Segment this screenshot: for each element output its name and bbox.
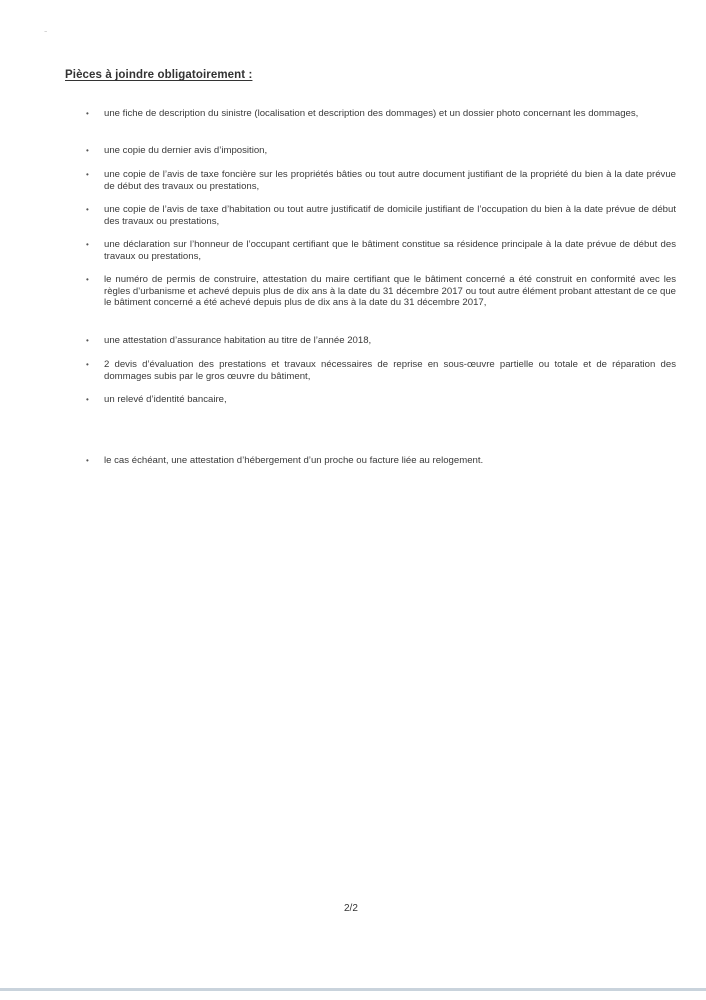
bullet-icon: • [86, 109, 89, 118]
list-item-text: un relevé d’identité bancaire, [104, 394, 227, 405]
list-item-text: le cas échéant, une attestation d’hébergement d’un proche ou facture liée au relogement. [104, 455, 484, 466]
list-item [86, 359, 676, 382]
list-item-text: une fiche de description du sinistre (localisation et description des dommages) et un dossier photo concernant les dommages, [104, 108, 639, 119]
list-item [86, 204, 676, 227]
bullet-icon: • [86, 240, 89, 249]
list-item-text: une déclaration sur l’honneur de l’occupant certifiant que le bâtiment constitue sa résidence principale à la date prévue de début des travaux ou prestations, [104, 239, 676, 262]
list-item-text: une copie du dernier avis d’imposition, [104, 145, 268, 156]
bullet-icon: • [86, 205, 89, 214]
list-item [86, 239, 676, 262]
list-item-text: une copie de l’avis de taxe d’habitation ou tout autre justificatif de domicile justifiant de l’occupation du bien à la date prévue de début des travaux ou prestations, [104, 204, 676, 227]
list-item-text: le numéro de permis de construire, attestation du maire certifiant que le bâtiment concerné a été construit en conformité avec les règles d’urbanisme et achevé depuis plus de dix ans à la date du 31 décembre 2017 ou tout autre élément probant attestant de ce que le bâtiment concerné a été achevé depuis plus de dix ans à la date du 31 décembre 2017, [104, 274, 676, 309]
page-number: 2/2 [344, 903, 358, 914]
list-item [86, 455, 676, 467]
list-item [86, 145, 676, 157]
list-item [86, 169, 676, 192]
bullet-icon: • [86, 456, 89, 465]
list-item-text: 2 devis d’évaluation des prestations et travaux nécessaires de reprise en sous-œuvre partielle ou totale et de réparation des dommages subis par le gros œuvre du bâtiment, [104, 359, 676, 382]
scan-bottom-edge [0, 988, 706, 991]
bullet-icon: • [86, 336, 89, 345]
list-item [86, 335, 676, 347]
section-heading: Pièces à joindre obligatoirement : [65, 69, 253, 81]
bullet-icon: • [86, 170, 89, 179]
bullet-icon: • [86, 395, 89, 404]
list-item [86, 108, 676, 120]
list-item-text: une copie de l’avis de taxe foncière sur les propriétés bâties ou tout autre document justifiant de la propriété du bien à la date prévue de début des travaux ou prestations, [104, 169, 676, 192]
bullet-icon: • [86, 360, 89, 369]
list-item [86, 394, 676, 406]
bullet-icon: • [86, 275, 89, 284]
bullet-icon: • [86, 146, 89, 155]
list-item-text: une attestation d’assurance habitation au titre de l’année 2018, [104, 335, 372, 346]
list-item [86, 274, 676, 309]
